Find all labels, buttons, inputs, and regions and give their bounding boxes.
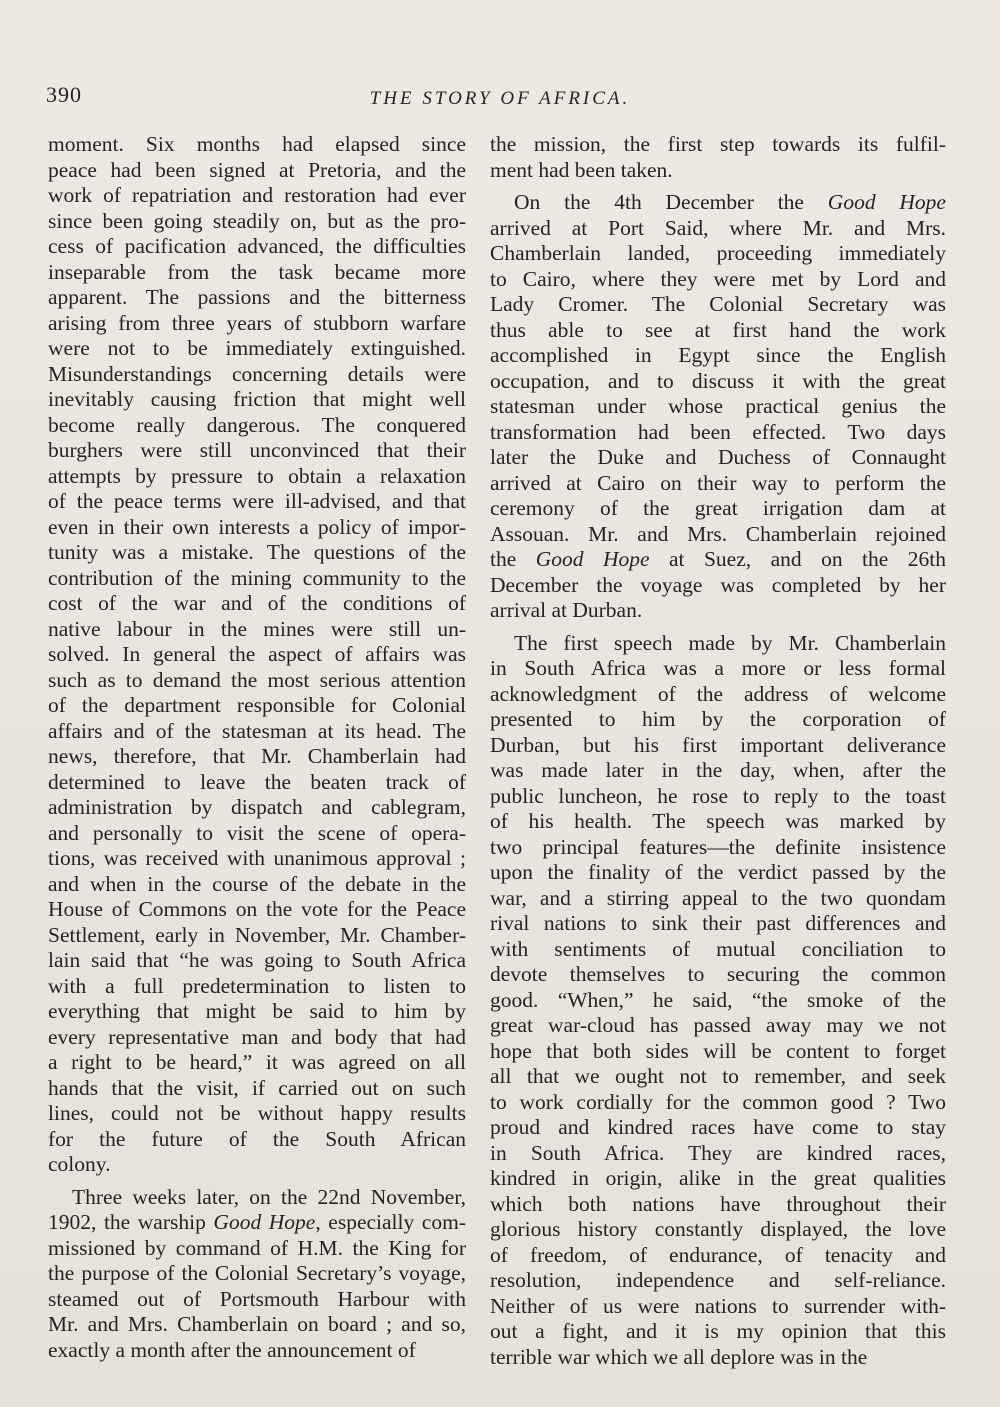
text-line: thus able to see at first hand the work: [490, 317, 946, 342]
text-line: colony.: [48, 1152, 111, 1176]
text-line: good. “When,” he said, “the smoke of the: [490, 987, 946, 1012]
text-line: administration by dispatch and cablegram,: [48, 795, 466, 819]
text-line: the purpose of the Colonial Secretary’s voyage,: [48, 1261, 466, 1285]
text-line: devote themselves to securing the common: [490, 962, 946, 986]
text-line: arising from three years of stubborn warfare: [48, 310, 466, 335]
text-line: which both nations have throughout their: [490, 1191, 946, 1216]
paragraph-gap: [48, 1178, 466, 1185]
text-line: native labour in the mines were still un-: [48, 616, 466, 641]
text-line: accomplished in Egypt since the English: [490, 343, 946, 367]
text-line: of freedom, of endurance, of tenacity and: [490, 1242, 946, 1267]
text-line: peace had been signed at Pretoria, and the: [48, 157, 466, 182]
text-line: arrived at Cairo on their way to perform the: [490, 470, 946, 495]
text-line: contribution of the mining community to the: [48, 565, 466, 590]
text-line: terrible war which we all deplore was in the: [490, 1344, 868, 1369]
text-line: later the Duke and Duchess of Connaught: [490, 445, 946, 469]
text-line: the Good Hope at Suez, and on the 26th: [490, 547, 946, 571]
text-line: in South Africa was a more or less formal: [490, 656, 946, 680]
text-line: ceremony of the great irrigation dam at: [490, 496, 946, 520]
text-line: every representative man and body that had: [48, 1024, 466, 1049]
text-line: glorious history constantly displayed, the love: [490, 1217, 946, 1241]
text-line: work of repatriation and restoration had ever: [48, 183, 466, 207]
text-line: everything that might be said to him by: [48, 999, 466, 1023]
text-line: such as to demand the most serious attention: [48, 667, 466, 692]
text-line: House of Commons on the vote for the Peace: [48, 897, 466, 921]
text-line: occupation, and to discuss it with the great: [490, 368, 946, 393]
text-line: lines, could not be without happy results: [48, 1101, 466, 1125]
text-line: two principal features—the definite insistence: [490, 834, 946, 859]
text-line: 1902, the warship Good Hope, especially com-: [48, 1210, 466, 1234]
text-line: Neither of us were nations to surrender with-: [490, 1293, 946, 1318]
text-line: steamed out of Portsmouth Harbour with: [48, 1286, 466, 1311]
text-line: Chamberlain landed, proceeding immediately: [490, 241, 946, 265]
text-line: On the 4th December the Good Hope: [514, 190, 946, 214]
text-line: become really dangerous. The conquered: [48, 412, 466, 437]
text-line: moment. Six months had elapsed since: [48, 132, 466, 156]
text-line: public luncheon, he rose to reply to the toast: [490, 783, 946, 808]
text-line: the mission, the first step towards its fulfil-: [490, 132, 946, 156]
text-line: cost of the war and of the conditions of: [48, 591, 466, 615]
text-line: even in their own interests a policy of impor-: [48, 514, 466, 539]
text-line: inseparable from the task became more: [48, 259, 466, 284]
text-line: presented to him by the corporation of: [490, 707, 946, 731]
text-line: burghers were still unconvinced that their: [48, 438, 466, 462]
text-line: ment had been taken.: [490, 157, 673, 182]
text-line: apparent. The passions and the bitterness: [48, 285, 466, 309]
text-line: Assouan. Mr. and Mrs. Chamberlain rejoined: [490, 521, 946, 546]
text-line: affairs and of the statesman at its head. The: [48, 718, 466, 743]
text-line: upon the finality of the verdict passed by the: [490, 860, 946, 884]
text-line: news, therefore, that Mr. Chamberlain had: [48, 744, 466, 768]
text-line: hope that both sides will be content to forget: [490, 1038, 946, 1063]
text-line: and personally to visit the scene of opera-: [48, 820, 466, 845]
text-line: kindred in origin, alike in the great qualities: [490, 1166, 946, 1190]
text-line: out a fight, and it is my opinion that this: [490, 1319, 946, 1343]
text-line: acknowledgment of the address of welcome: [490, 681, 946, 706]
text-line: cess of pacification advanced, the difficulties: [48, 234, 466, 258]
text-line: of the department responsible for Colonial: [48, 693, 466, 717]
text-line: arrived at Port Said, where Mr. and Mrs.: [490, 215, 946, 240]
text-line: of the peace terms were ill-advised, and that: [48, 489, 466, 513]
text-line: for the future of the South African: [48, 1126, 466, 1151]
text-line: with sentiments of mutual conciliation to: [490, 936, 946, 961]
text-line: Misunderstandings concerning details were: [48, 361, 466, 386]
text-line: a right to be heard,” it was agreed on all: [48, 1050, 466, 1074]
text-line: with a full predetermination to listen to: [48, 973, 466, 998]
text-line: Settlement, early in November, Mr. Chamber-: [48, 922, 466, 947]
paragraph-gap: [490, 624, 946, 631]
text-line: all that we ought not to remember, and seek: [490, 1064, 946, 1088]
text-line: proud and kindred races have come to stay: [490, 1115, 946, 1139]
text-line: solved. In general the aspect of affairs was: [48, 642, 466, 666]
text-line: war, and a stirring appeal to the two quondam: [490, 885, 946, 910]
left-column: [48, 132, 466, 1363]
text-line: in South Africa. They are kindred races,: [490, 1140, 946, 1165]
text-line: exactly a month after the announcement of: [48, 1337, 416, 1362]
text-line: rival nations to sink their past differences and: [490, 911, 946, 935]
text-line: were not to be immediately extinguished.: [48, 336, 466, 360]
text-line: attempts by pressure to obtain a relaxation: [48, 463, 466, 488]
text-line: great war-cloud has passed away may we not: [490, 1013, 946, 1037]
text-line: Lady Cromer. The Colonial Secretary was: [490, 292, 946, 316]
text-line: to Cairo, where they were met by Lord and: [490, 266, 946, 291]
text-line: arrival at Durban.: [490, 598, 643, 622]
text-line: missioned by command of H.M. the King for: [48, 1235, 466, 1260]
text-line: December the voyage was completed by her: [490, 572, 946, 597]
text-line: and when in the course of the debate in the: [48, 871, 466, 896]
text-line: statesman under whose practical genius the: [490, 394, 946, 418]
text-line: tunity was a mistake. The questions of the: [48, 540, 466, 564]
text-line: was made later in the day, when, after the: [490, 758, 946, 782]
paragraph-gap: [490, 183, 946, 190]
text-line: of his health. The speech was marked by: [490, 809, 946, 833]
running-title: THE STORY OF AFRICA.: [369, 88, 631, 109]
page-number: 390: [46, 82, 82, 107]
text-line: tions, was received with unanimous approval ;: [48, 846, 466, 870]
text-line: determined to leave the beaten track of: [48, 769, 466, 794]
text-line: resolution, independence and self-reliance.: [490, 1268, 946, 1292]
text-line: transformation had been effected. Two days: [490, 419, 946, 444]
text-line: The first speech made by Mr. Chamberlain: [514, 630, 946, 655]
text-line: inevitably causing friction that might well: [48, 387, 466, 411]
text-line: Durban, but his first important deliverance: [490, 732, 946, 757]
text-line: to work cordially for the common good ? Two: [490, 1089, 946, 1114]
text-line: since been going steadily on, but as the pro-: [48, 208, 466, 233]
text-line: Three weeks later, on the 22nd November,: [72, 1184, 466, 1209]
text-line: lain said that “he was going to South Africa: [48, 948, 466, 972]
text-line: hands that the visit, if carried out on such: [48, 1075, 466, 1100]
text-line: Mr. and Mrs. Chamberlain on board ; and so,: [48, 1312, 466, 1336]
right-column: [490, 132, 946, 1370]
